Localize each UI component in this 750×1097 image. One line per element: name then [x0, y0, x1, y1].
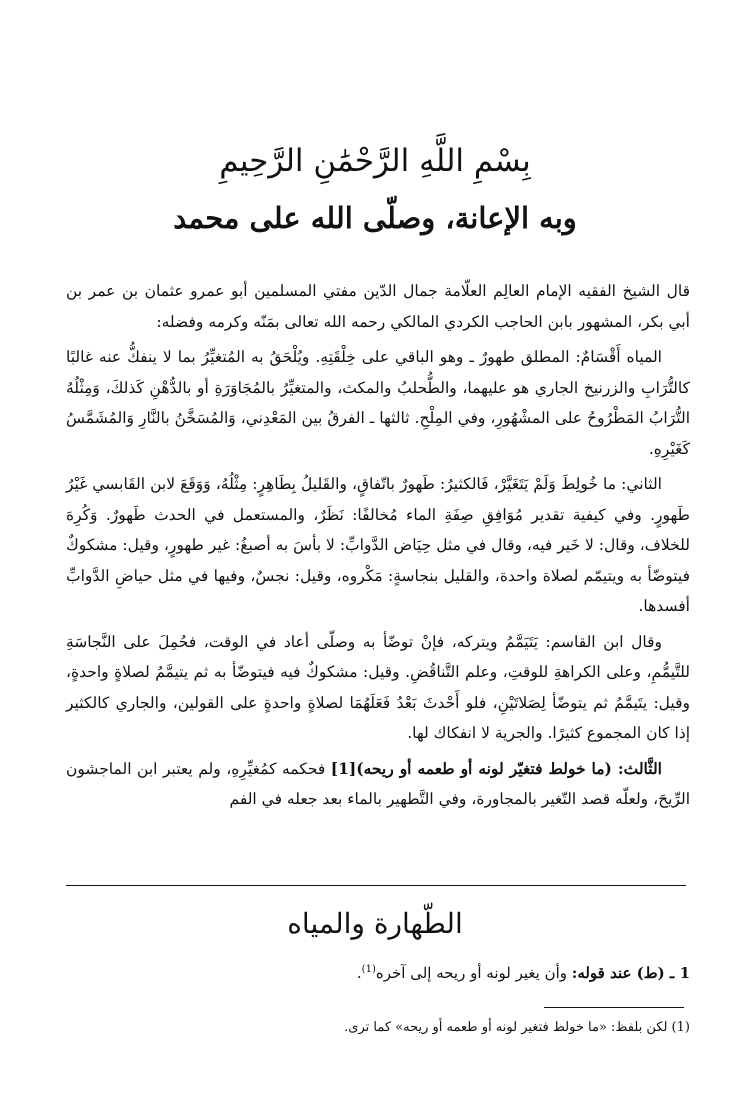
commentary-entry	[66, 956, 700, 987]
page-title: وبه الإعانة، وصلّى الله على محمد	[173, 201, 577, 235]
paragraph	[66, 627, 690, 749]
paragraph-text: وقال ابن القاسم: يَتَيَمَّمُ ويتركه، فإنْ توضّأ به وصلّى أعاد في الوقت، فحُمِلَ على النَّجاسَةِ للتَّيمُّمِ، وعلى الكراهةِ للوقتِ، وعلم التَّناقُضِ. وقيل: مشكوكٌ فيه فيتوضّأ به ثم يتيمَّمُ لصلاةٍ واحدةٍ، وقيل: يتَيمَّمُ ثم يتوضّأ لِصَلاتَيْنِ، فلو أَحْدثَ بَعْدُ فَعَلَهُمَا لصلاةٍ واحدةٍ على القولين، والجاري كالكثير إذا كان المجموع كثيرًا. والجرية لا انفكاك لها.	[66, 632, 690, 742]
paragraph-bold-text: الثَّالث: (ما خولط فتغيّر لونه أو طعمه أو ريحه)[1]	[330, 758, 662, 778]
paragraph-text: فحكمه كمُغيِّرِهِ، ولم يعتبر ابن الماجشون الرِّيحَ، ولعلّه قصد التّغير بالمجاورة، وفي التَّطهير بالماء بعد جعله في الفم	[66, 759, 690, 808]
section-divider	[66, 885, 686, 886]
paragraph	[66, 342, 690, 464]
commentary-end: .	[356, 964, 362, 982]
main-text	[66, 276, 690, 820]
commentary-number-label: 1 ـ (ط) عند قوله:	[571, 964, 690, 982]
footnote-marker: (1)	[361, 964, 376, 975]
paragraph	[66, 276, 690, 337]
footnote-divider	[544, 1007, 684, 1008]
paragraph-text: المياه أَقْسَامٌ: المطلق طهورٌ ـ وهو الباقي على خِلْقَتِهِ. ويُلْحَقُ به المُتغيِّرُ بما لا ينفكُّ عنه غالبًا كالتُّرَابِ والزرنيخ الجاري هو عليهما، والطُّحلبُ والمكث، والمتغيِّرُ بالمُجَاوَرَةِ أو بالدُّهْنِ كَذلكَ، وَمِثْلُهُ التُّرَابُ المَطْرُوحُ على المشْهُورِ، وفي المِلْحِ. ثالثها ـ الفرقُ بين المَعْدِني، وَالمُسَخَّنُ بالنَّارِ وَالمُشَمَّسُ كَغَيْرِهِ.	[66, 348, 690, 458]
paragraph	[66, 469, 690, 622]
paragraph-text: قال الشيخ الفقيه الإمام العالِم العلّامة جمال الدّين مفتي المسلمين أبو عمرو عثمان بن عمر بن أبي بكر، المشهور بابن الحاجب الكردي المالكي رحمه الله تعالى بمَنّه وكرمه وفضله:	[66, 282, 690, 331]
paragraph	[66, 754, 690, 815]
commentary-text: وأن يغير لونه أو ريحه إلى آخره	[375, 964, 572, 982]
section-heading: الطّهارة والمياه	[287, 907, 463, 940]
footnote: (1) لكن بلفظ: «ما خولط فتغير لونه أو طعمه أو ريحه» كما ترى.	[344, 1020, 690, 1035]
paragraph-text: الثاني: ما خُولِطَ وَلَمْ يَتَغَيَّرْ، فَالكثيرُ: طَهورٌ باتّفاقٍ، والقَليلُ بِطَاهِرٍ: مِثْلُهُ، وَوَقَعَ لابن القَابسي غَيْرُ طَهورٍ. وفي كيفية تقدير مُوَافِقِ صِفَةِ الماء مُخالفًا: نَظَرٌ، والمستعمل في الحدث طَهورٌ. وَكُرِهَ للخلاف، وقال: لا خَير فيه، وقال في مثل حِيَاض الدَّوابِّ: لا بأسَ به أصبغُ: غير طهورٍ، وقيل: مشكوكٌ فيتوضّأ به ويتيمّم لصلاة واحدة، والقليل بنجاسةٍ: مَكْروه، وقيل: نجسٌ، وفيها في مثل حياضِ الدَّوابِّ أفسدها.	[66, 475, 690, 615]
basmala-heading: بِسْمِ اللَّهِ الرَّحْمَٰنِ الرَّحِيمِ	[219, 143, 531, 179]
